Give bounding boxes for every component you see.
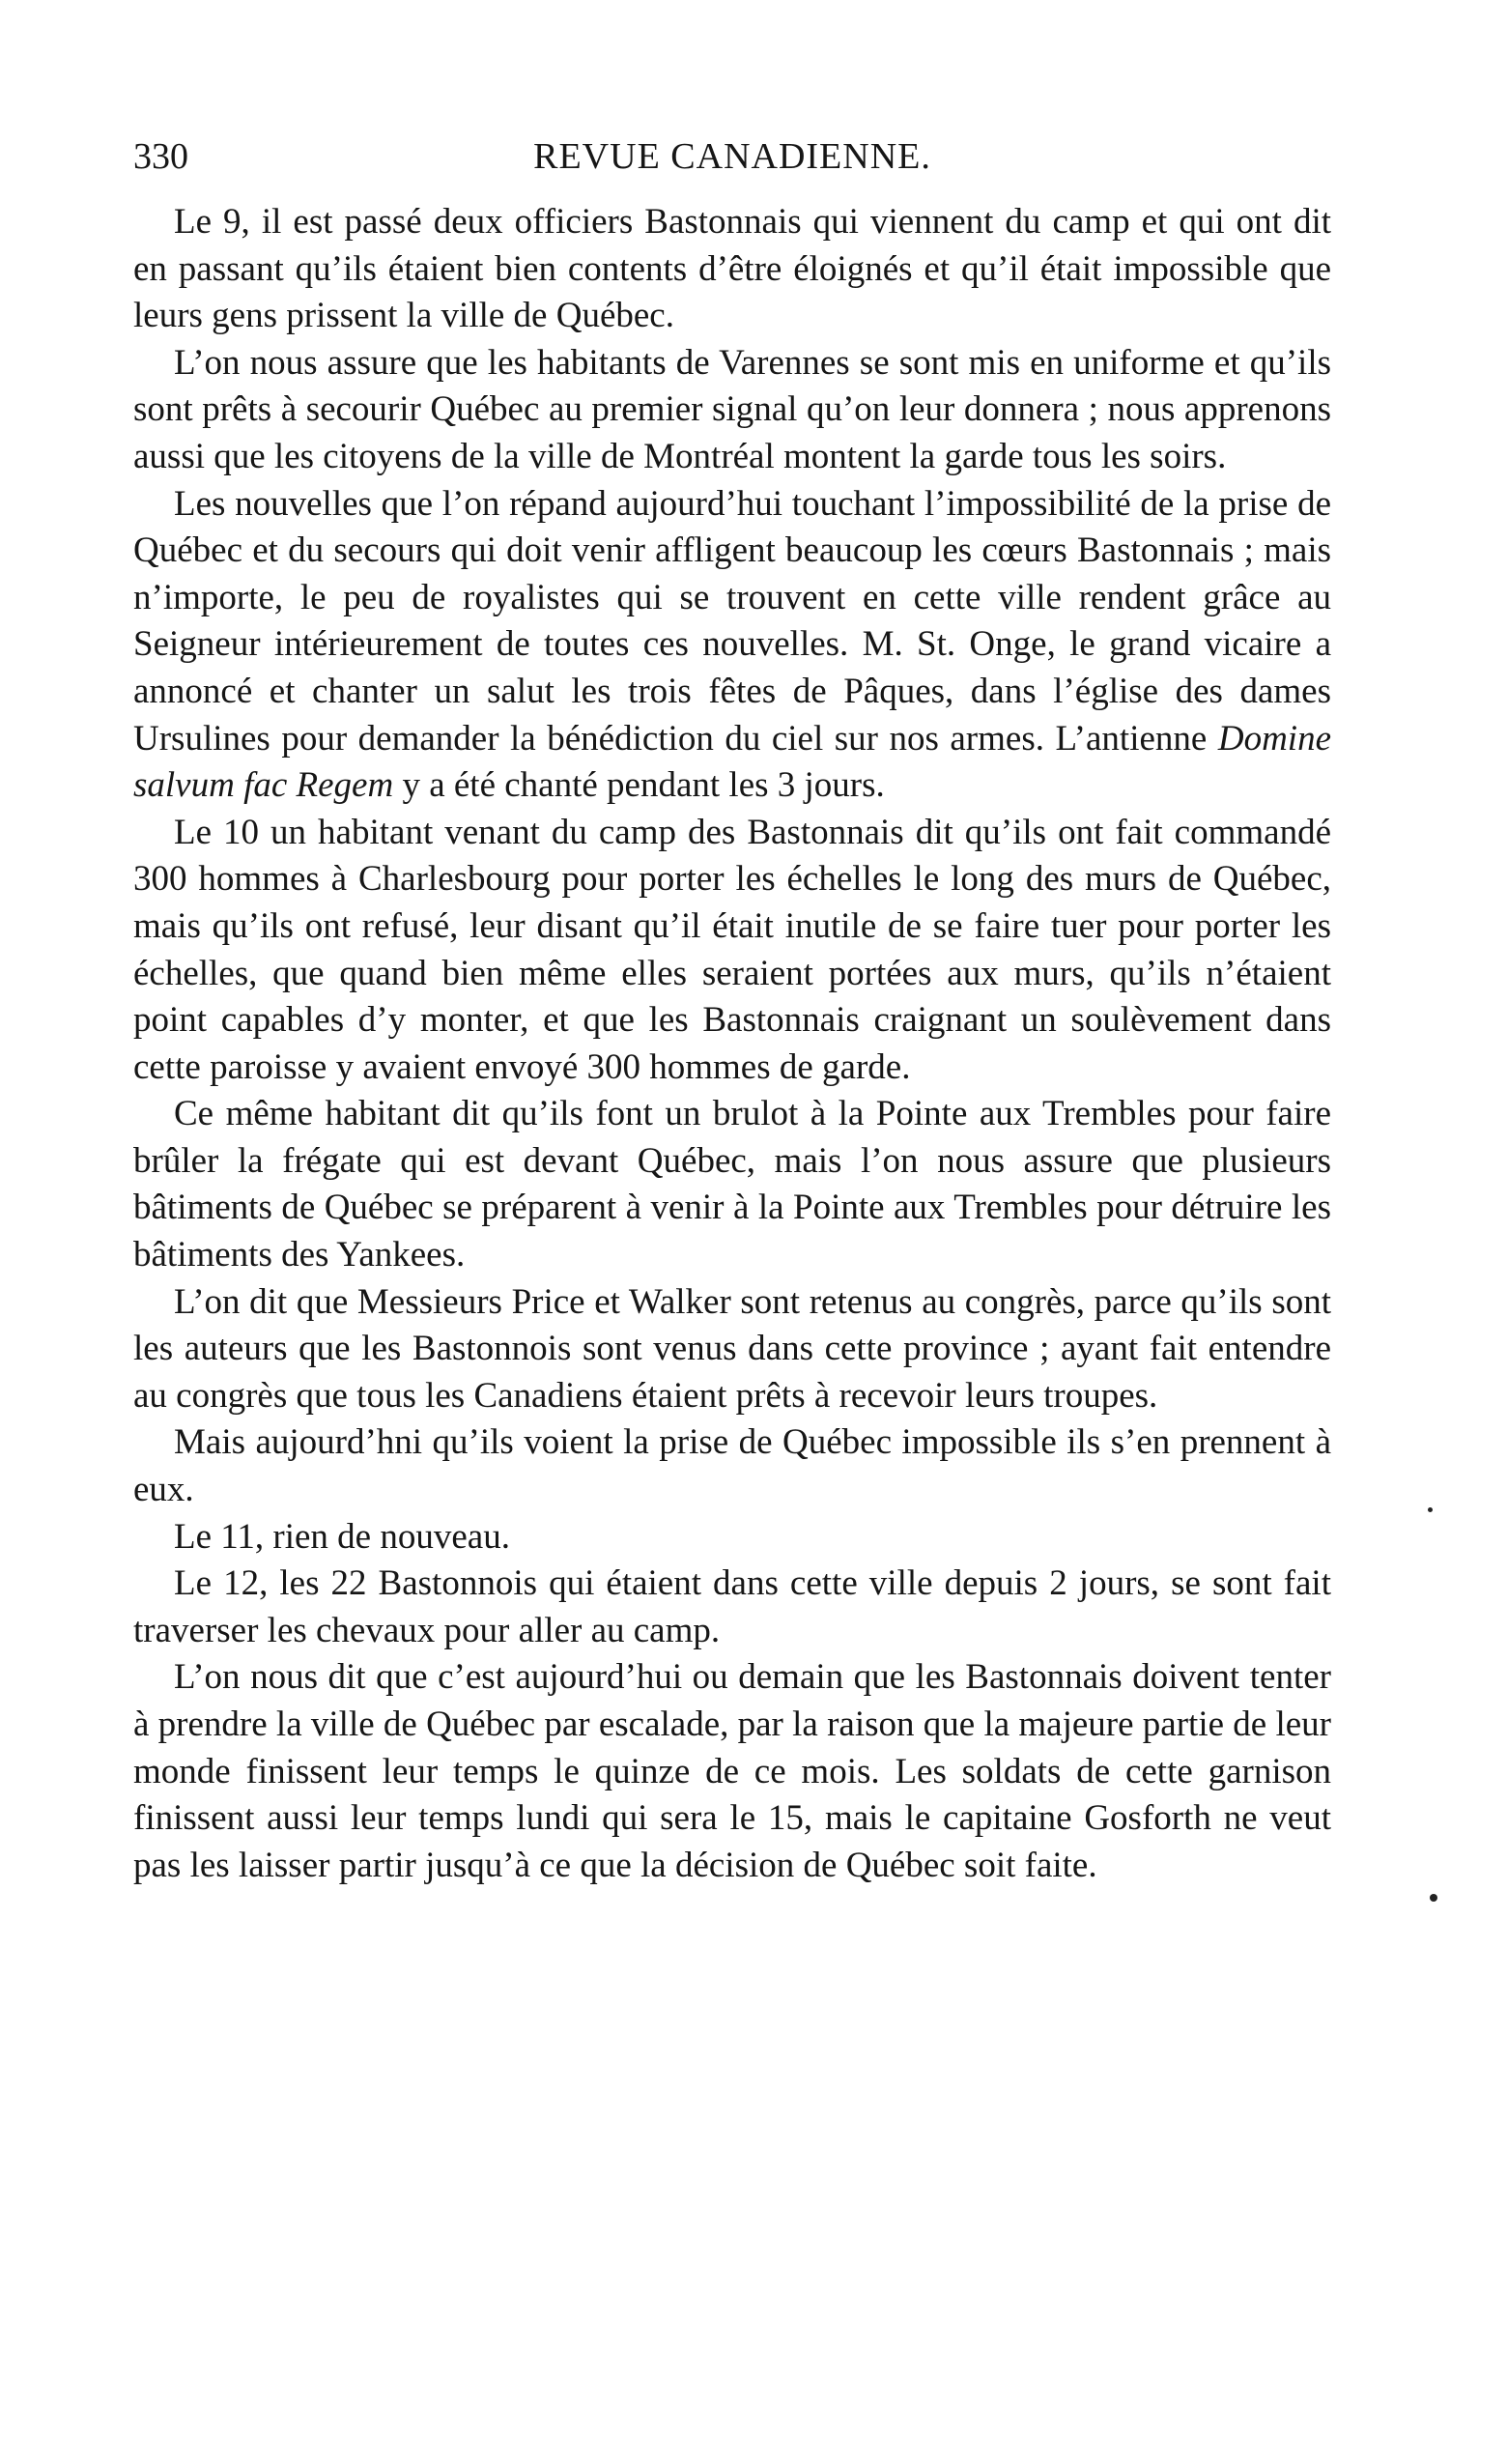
- paragraph-9: Le 12, les 22 Bastonnois qui étaient dans cette ville depuis 2 jours, se sont fait traverser les chevaux pour aller au camp.: [133, 1563, 1331, 1650]
- paragraph-4: Le 10 un habitant venant du camp des Bastonnais dit qu’ils ont fait commandé 300 hommes à Charlesbourg pour porter les échelles le long des murs de Québec, mais qu’ils ont refusé, leur disant qu’il était inutile de se faire tuer pour porter les échelles, que quand bien même elles seraient portées aux murs, qu’ils n’étaient point capables d’y monter, et que les Bastonnais craignant un soulèvement dans cette paroisse y avaient envoyé 300 hommes de garde.: [133, 812, 1331, 1087]
- ink-speck: [1430, 1894, 1437, 1902]
- paragraph-3-text-after: y a été chanté pendant les 3 jours.: [393, 765, 885, 806]
- paragraph-3: [133, 481, 1331, 810]
- ink-speck: [1428, 1507, 1433, 1512]
- paragraph-5: Ce même habitant dit qu’ils font un brulot à la Pointe aux Trembles pour faire brûler la frégate qui est devant Québec, mais l’on nous assure que plusieurs bâtiments de Québec se préparent à venir à la Pointe aux Trembles pour détruire les bâtiments des Yankees.: [133, 1094, 1331, 1275]
- paragraph-1: Le 9, il est passé deux officiers Bastonnais qui viennent du camp et qui ont dit en passant qu’ils étaient bien contents d’être éloignés et qu’il était impossible que leurs gens prissent la ville de Québec.: [133, 202, 1331, 336]
- paragraph-2: L’on nous assure que les habitants de Varennes se sont mis en uniforme et qu’ils sont prêts à secourir Québec au premier signal qu’on leur donnera ; nous apprenons aussi que les citoyens de la ville de Montréal montent la garde tous les soirs.: [133, 342, 1331, 476]
- page-number: 330: [133, 136, 188, 177]
- paragraph-8: Le 11, rien de nouveau.: [174, 1516, 510, 1557]
- paragraph-10: L’on nous dit que c’est aujourd’hui ou demain que les Bastonnais doivent tenter à prendre la ville de Québec par escalade, par la raison que la majeure partie de leur monde finissent leur temps le quinze de ce mois. Les soldats de cette garnison finissent aussi leur temps lundi qui sera le 15, mais le capitaine Gosforth ne veut pas les laisser partir jusqu’à ce que la décision de Québec soit faite.: [133, 1657, 1331, 1885]
- book-page: [133, 122, 1331, 1889]
- body-text: [133, 199, 1331, 1889]
- page-header: [133, 122, 1331, 191]
- paragraph-6: L’on dit que Messieurs Price et Walker sont retenus au congrès, parce qu’ils sont les auteurs que les Bastonnois sont venus dans cette province ; ayant fait entendre au congrès que tous les Canadiens étaient prêts à recevoir leurs troupes.: [133, 1281, 1331, 1416]
- paragraph-3-text-before: Les nouvelles que l’on répand aujourd’hui touchant l’impossibilité de la prise de Québec et du secours qui doit venir affligent beaucoup les cœurs Bastonnais ; mais n’importe, le peu de royalistes qui se trouvent en cette ville rendent grâce au Seigneur intérieurement de toutes ces nouvelles. M. St. Onge, le grand vicaire a annoncé et chanter un salut les trois fêtes de Pâques, dans l’église des dames Ursulines pour demander la bénédiction du ciel sur nos armes. L’antienne: [133, 483, 1331, 759]
- running-title: REVUE CANADIENNE.: [533, 136, 931, 177]
- latin-antiphon: Domine salvum fac Regem: [133, 718, 1331, 806]
- paragraph-7: Mais aujourd’hni qu’ils voient la prise de Québec impossible ils s’en prennent à eux.: [133, 1422, 1331, 1510]
